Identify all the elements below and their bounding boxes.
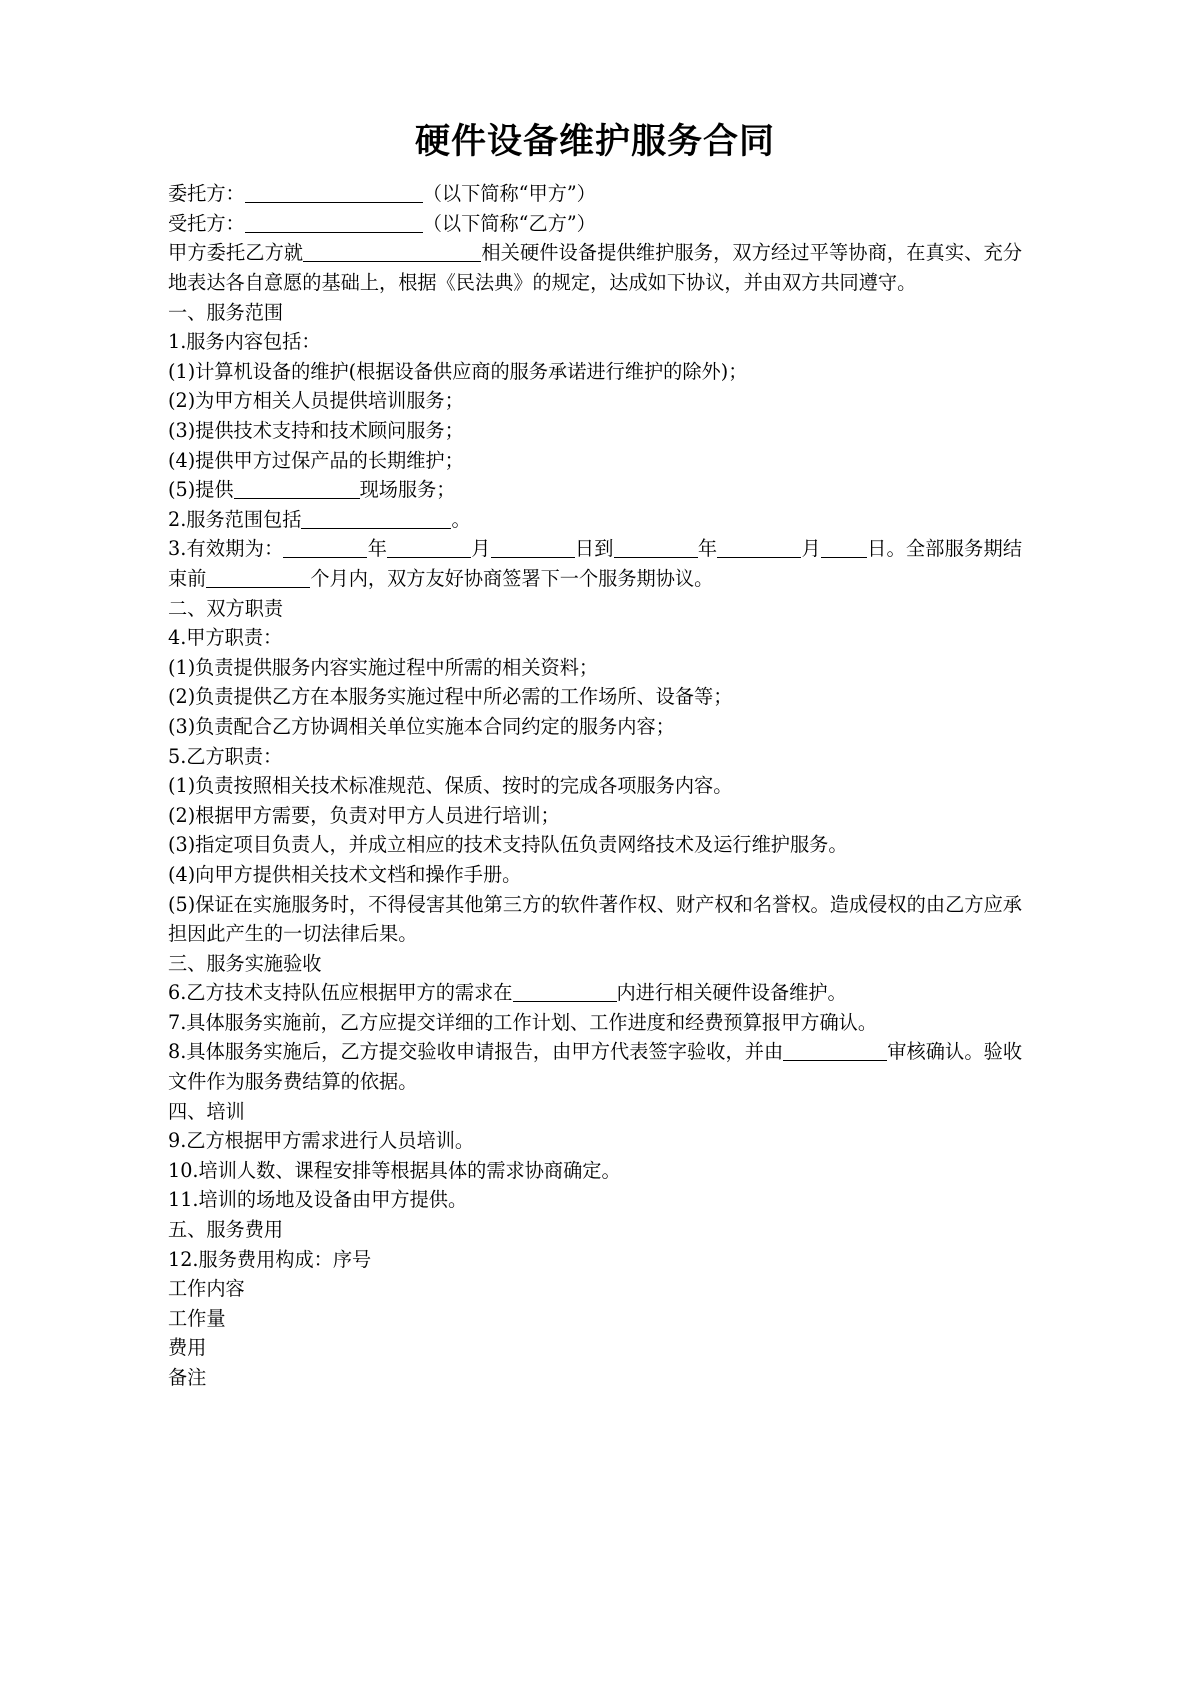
clause-8 (168, 1037, 1022, 1096)
clause-1-item-5 (168, 475, 1022, 505)
clause-12: 12.服务费用构成：序号 (168, 1247, 372, 1271)
response-time-blank[interactable] (513, 982, 617, 1002)
fee-column-work-content: 工作内容 (168, 1277, 245, 1301)
start-month-blank[interactable] (387, 538, 471, 558)
clause-3-day2: 日。全部服务期结束前 (168, 537, 1023, 590)
clause-3 (168, 534, 1022, 593)
clause-5-item-1: (1)负责按照相关技术标准规范、保质、按时的完成各项服务内容。 (168, 774, 733, 798)
scope-subject-blank[interactable] (303, 242, 481, 262)
clause-1: 1.服务内容包括： (168, 330, 321, 354)
clause-6 (168, 978, 1022, 1008)
contract-body (168, 179, 1022, 1392)
vendor-label: 受托方： (168, 211, 245, 235)
clause-3-year2: 年 (697, 537, 718, 561)
clause-3-year1: 年 (367, 537, 388, 561)
clause-6-lead: 6.乙方技术支持队伍应根据甲方的需求在 (168, 981, 513, 1005)
vendor-name-blank[interactable] (245, 213, 423, 233)
clause-9: 9.乙方根据甲方需求进行人员培训。 (168, 1129, 475, 1153)
preamble-rest: 相关硬件设备提供维护服务，双方经过平等协商，在真实、充分地表达各自意愿的基础上，根据《民法典》的规定，达成如下协议，并由双方共同遵守。 (168, 241, 1023, 295)
preamble-lead: 甲方委托乙方就 (168, 241, 304, 265)
clause-2-tail: 。 (451, 507, 471, 531)
page-title: 硬件设备维护服务合同 (414, 121, 775, 162)
clause-3-lead: 3.有效期为： (168, 537, 284, 561)
vendor-suffix: （以下简称“乙方”） (422, 211, 596, 235)
start-day-blank[interactable] (491, 538, 575, 558)
clause-3-tail: 个月内，双方友好协商签署下一个服务期协议。 (310, 566, 714, 590)
clause-3-day1: 日到 (574, 537, 614, 561)
clause-1-item-3: (3)提供技术支持和技术顾问服务； (168, 419, 464, 442)
client-suffix: （以下简称“甲方”） (422, 182, 596, 206)
onsite-service-blank[interactable] (234, 479, 360, 499)
clause-5-item-3: (3)指定项目负责人，并成立相应的技术支持队伍负责网络技术及运行维护服务。 (168, 833, 848, 857)
client-name-blank[interactable] (245, 183, 423, 203)
section-heading-one: 一、服务范围 (168, 300, 284, 324)
end-month-blank[interactable] (717, 538, 801, 558)
clause-4: 4.甲方职责： (168, 626, 283, 650)
clause-5-item-4: (4)向甲方提供相关技术文档和操作手册。 (168, 862, 522, 886)
renewal-months-blank[interactable] (206, 568, 310, 588)
end-day-blank[interactable] (821, 538, 867, 558)
preamble-paragraph (168, 238, 1022, 297)
clause-1-item-4: (4)提供甲方过保产品的长期维护； (168, 448, 464, 472)
fee-column-cost: 费用 (168, 1336, 207, 1360)
end-year-blank[interactable] (614, 538, 698, 558)
clause-3-month2: 月 (801, 537, 821, 561)
fee-column-remark: 备注 (168, 1366, 207, 1389)
fee-column-workload: 工作量 (168, 1306, 226, 1330)
vendor-party-line (168, 209, 1022, 239)
clause-1-item-2: (2)为甲方相关人员提供培训服务； (168, 389, 464, 413)
clause-8-tail: 审核确认。验收文件作为服务费结算的依据。 (168, 1040, 1023, 1094)
clause-10: 10.培训人数、课程安排等根据具体的需求协商确定。 (168, 1158, 621, 1182)
clause-8-lead: 8.具体服务实施后，乙方提交验收申请报告，由甲方代表签字验收，并由 (168, 1040, 784, 1064)
clause-7: 7.具体服务实施前，乙方应提交详细的工作计划、工作进度和经费预算报甲方确认。 (168, 1010, 878, 1034)
service-scope-blank[interactable] (301, 509, 451, 529)
client-party-line (168, 179, 1022, 209)
clause-6-tail: 内进行相关硬件设备维护。 (616, 981, 847, 1005)
clause-11: 11.培训的场地及设备由甲方提供。 (168, 1188, 468, 1212)
clause-2 (168, 505, 1022, 535)
clause-4-item-1: (1)负责提供服务内容实施过程中所需的相关资料； (168, 655, 599, 679)
start-year-blank[interactable] (283, 538, 367, 558)
clause-1-item-1: (1)计算机设备的维护(根据设备供应商的服务承诺进行维护的除外)； (168, 359, 748, 383)
client-label: 委托方： (168, 182, 245, 206)
clause-5: 5.乙方职责： (168, 744, 283, 768)
section-heading-four: 四、培训 (168, 1099, 245, 1123)
clause-5-item-2: (2)根据甲方需要，负责对甲方人员进行培训； (168, 803, 560, 827)
clause-1-item-5-lead: (5)提供 (168, 478, 234, 502)
clause-3-month1: 月 (471, 537, 491, 561)
clause-2-lead: 2.服务范围包括 (168, 507, 302, 531)
clause-4-item-2: (2)负责提供乙方在本服务实施过程中所必需的工作场所、设备等； (168, 685, 733, 709)
section-heading-three: 三、服务实施验收 (168, 951, 322, 975)
reviewer-blank[interactable] (783, 1041, 887, 1061)
clause-4-item-3: (3)负责配合乙方协调相关单位实施本合同约定的服务内容； (168, 714, 675, 738)
clause-5-item-5: (5)保证在实施服务时，不得侵害其他第三方的软件著作权、财产权和名誉权。造成侵权的由乙方应承担因此产生的一切法律后果。 (168, 892, 1022, 946)
section-heading-two: 二、双方职责 (168, 596, 284, 620)
clause-1-item-5-tail: 现场服务； (359, 478, 456, 502)
section-heading-five: 五、服务费用 (168, 1218, 284, 1242)
